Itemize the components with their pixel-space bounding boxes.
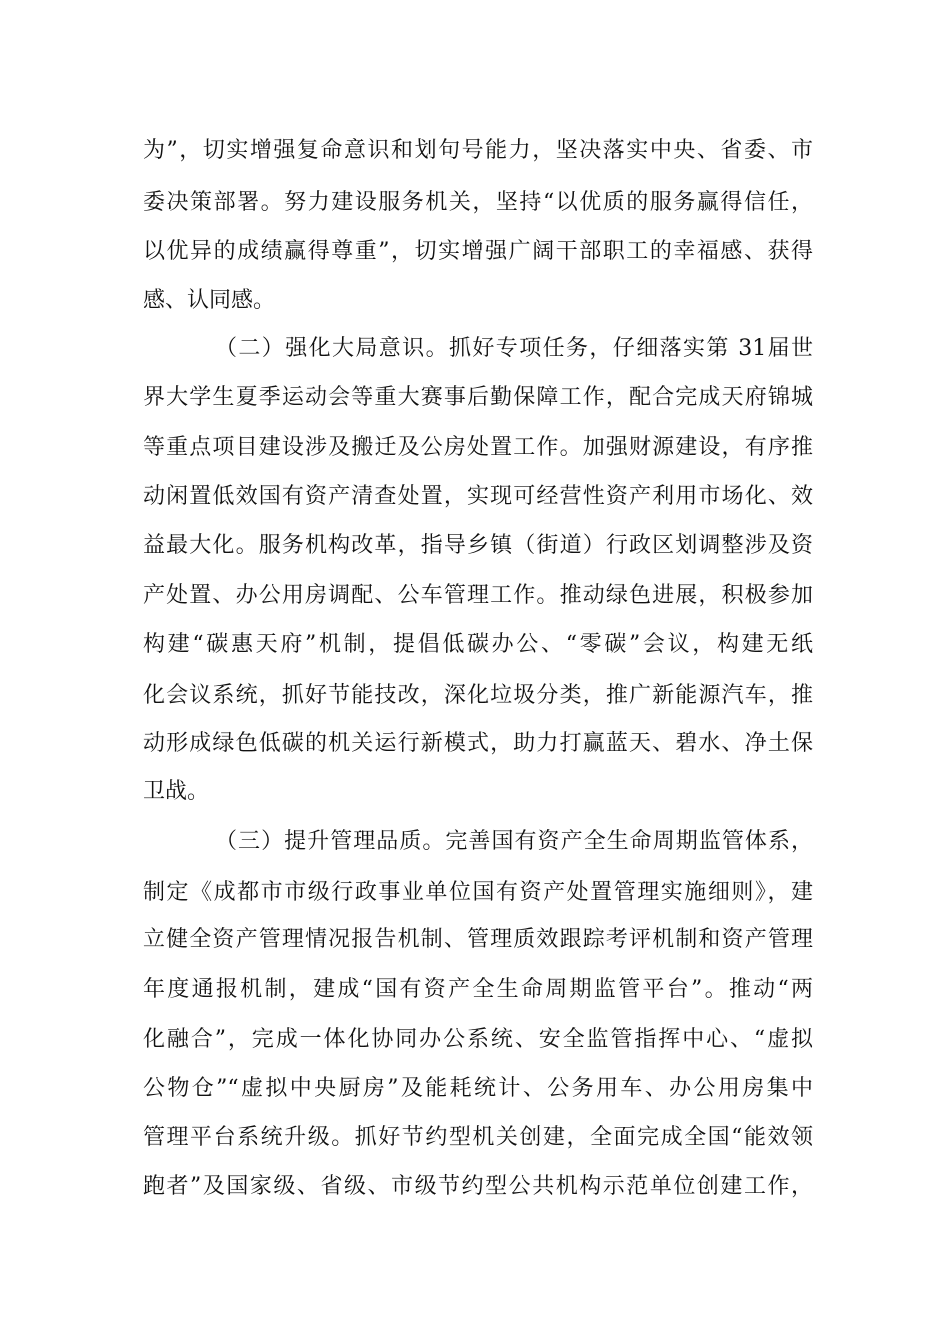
paragraph-line: 化融合”，完成一体化协同办公系统、安全监管指挥中心、“虚拟 — [143, 1027, 813, 1052]
paragraph-line: 管理平台系统升级。抓好节约型机关创建，全面完成全国“能效领 — [143, 1125, 813, 1150]
paragraph-line: 为”，切实增强复命意识和划句号能力，坚决落实中央、省委、市 — [143, 138, 813, 163]
paragraph-line: 构建“碳惠天府”机制，提倡低碳办公、“零碳”会议，构建无纸 — [143, 632, 813, 657]
paragraph-line: 产处置、办公用房调配、公车管理工作。推动绿色进展，积极参加 — [143, 583, 813, 608]
paragraph-line: 化会议系统，抓好节能技改，深化垃圾分类，推广新能源汽车，推 — [143, 683, 813, 708]
paragraph-line: 动闲置低效国有资产清查处置，实现可经营性资产利用市场化、效 — [143, 484, 813, 509]
paragraph-line: 益最大化。服务机构改革，指导乡镇（街道）行政区划调整涉及资 — [143, 533, 813, 558]
paragraph-line: （二）强化大局意识。抓好专项任务，仔细落实第 31届世 — [215, 336, 813, 361]
paragraph-line: 动形成绿色低碳的机关运行新模式，助力打赢蓝天、碧水、净土保 — [143, 731, 813, 756]
paragraph-line: 立健全资产管理情况报告机制、管理质效跟踪考评机制和资产管理 — [143, 927, 813, 952]
paragraph-line: 感、认同感。 — [143, 288, 276, 313]
paragraph-line: 等重点项目建设涉及搬迁及公房处置工作。加强财源建设，有序推 — [143, 435, 813, 460]
paragraph-line: 公物仓”“虚拟中央厨房”及能耗统计、公务用车、办公用房集中 — [143, 1076, 813, 1101]
paragraph-line: 卫战。 — [143, 779, 210, 804]
paragraph-line: 界大学生夏季运动会等重大赛事后勤保障工作，配合完成天府锦城 — [143, 385, 813, 410]
paragraph-line: 跑者”及国家级、省级、市级节约型公共机构示范单位创建工作， — [143, 1174, 813, 1199]
paragraph-line: 年度通报机制，建成“国有资产全生命周期监管平台”。推动“两 — [143, 977, 813, 1002]
paragraph-line: 制定《成都市市级行政事业单位国有资产处置管理实施细则》，建 — [143, 880, 813, 905]
paragraph-line: （三）提升管理品质。完善国有资产全生命周期监管体系， — [215, 829, 813, 854]
paragraph-line: 委决策部署。努力建设服务机关，坚持“以优质的服务赢得信任， — [143, 190, 813, 215]
paragraph-line: 以优异的成绩赢得尊重”，切实增强广阔干部职工的幸福感、获得 — [143, 239, 813, 264]
